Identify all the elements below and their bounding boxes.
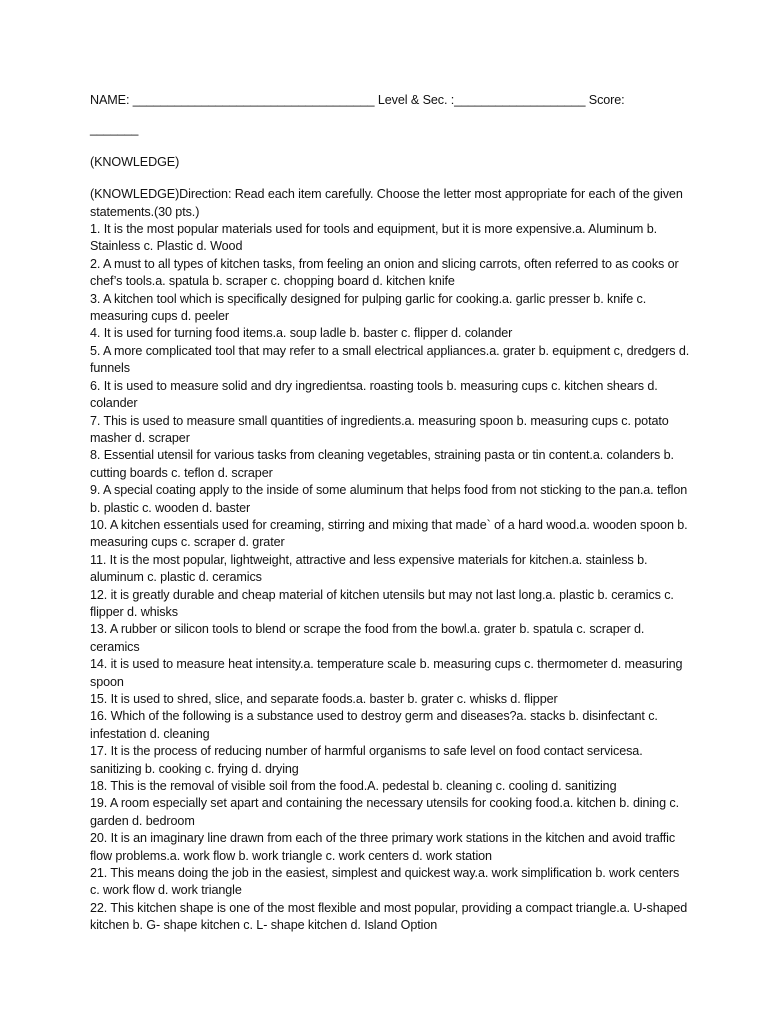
section-label: (KNOWLEDGE): [90, 154, 180, 169]
worksheet-page: [90, 92, 690, 935]
direction-text: (KNOWLEDGE)Direction: Read each item carefully. Choose the letter most appropriate for each of the given statements.(30 pts.): [90, 187, 683, 219]
question-item: 4. It is used for turning food items.a. soup ladle b. baster c. flipper d. colander: [90, 326, 513, 341]
question-item: 14. it is used to measure heat intensity.a. temperature scale b. measuring cups c. thermometer d. measuring spoon: [90, 657, 683, 689]
question-item: 20. It is an imaginary line drawn from each of the three primary work stations in the kitchen and avoid traffic flow problems.a. work flow b. work triangle c. work centers d. work station: [90, 831, 676, 863]
question-item: 15. It is used to shred, slice, and separate foods.a. baster b. grater c. whisks d. flipper: [90, 692, 558, 706]
question-item: 16. Which of the following is a substance used to destroy germ and diseases?a. stacks b. disinfectant c. infestation d. cleaning: [90, 709, 658, 741]
name-label: NAME:: [90, 93, 130, 107]
level-label: Level & Sec. :: [377, 93, 455, 107]
question-item: 2. A must to all types of kitchen tasks, from feeling an onion and slicing carrots, often referred to as cooks or chef’s tools.a. spatula b. scraper c. chopping board d. kitchen knife: [90, 256, 679, 289]
question-item: 18. This is the removal of visible soil from the food.A. pedestal b. cleaning c. cooling d. sanitizing: [90, 779, 617, 794]
question-item: 7. This is used to measure small quantities of ingredients.a. measuring spoon b. measuring cups c. potato masher d. scraper: [90, 413, 669, 445]
header-line: [90, 92, 690, 109]
question-item: 3. A kitchen tool which is specifically designed for pulping garlic for cooking.a. garlic presser b. knife c. measuring cups d. peeler: [90, 291, 647, 324]
score-blank: _______: [90, 122, 139, 137]
name-blank: ___________________________________: [132, 93, 375, 107]
score-label: Score:: [588, 93, 625, 107]
question-item: 12. it is greatly durable and cheap material of kitchen utensils but may not last long.a. plastic b. ceramics c. flipper d. whisks: [90, 587, 674, 619]
question-item: 8. Essential utensil for various tasks from cleaning vegetables, straining pasta or tin content.a. colanders b. cutting boards c. teflon d. scraper: [90, 448, 674, 480]
question-item: 1. It is the most popular materials used for tools and equipment, but it is more expensive.a. Aluminum b. Stainless c. Plastic d. Wood: [90, 222, 658, 254]
question-item: 17. It is the process of reducing number of harmful organisms to safe level on food contact servicesa. sanitizing b. cooking c. frying d. drying: [90, 744, 643, 776]
question-item: 13. A rubber or silicon tools to blend or scrape the food from the bowl.a. grater b. spatula c. scraper d. ceramics: [90, 622, 645, 654]
question-item: 6. It is used to measure solid and dry ingredientsa. roasting tools b. measuring cups c. kitchen shears d. colander: [90, 378, 658, 411]
level-blank: ___________________: [454, 93, 586, 107]
question-item: 9. A special coating apply to the inside of some aluminum that helps food from not sticking to the pan.a. teflon b. plastic c. wooden d. baster: [90, 483, 688, 515]
question-list: [90, 221, 690, 935]
question-item: 11. It is the most popular, lightweight, attractive and less expensive materials for kitchen.a. stainless b. aluminum c. plastic d. ceramics: [90, 552, 648, 585]
question-item: 22. This kitchen shape is one of the most flexible and most popular, providing a compact triangle.a. U-shaped kitchen b. G- shape kitchen c. L- shape kitchen d. Island Option: [90, 900, 688, 933]
question-item: 10. A kitchen essentials used for creaming, stirring and mixing that made` of a hard wood.a. wooden spoon b. measuring cups c. scraper d. grater: [90, 517, 688, 550]
question-item: 19. A room especially set apart and containing the necessary utensils for cooking food.a. kitchen b. dining c. garden d. bedroom: [90, 796, 679, 828]
question-item: 21. This means doing the job in the easiest, simplest and quickest way.a. work simplification b. work centers c. work flow d. work triangle: [90, 866, 680, 898]
question-item: 5. A more complicated tool that may refer to a small electrical appliances.a. grater b. equipment c, dredgers d. funnels: [90, 343, 690, 376]
